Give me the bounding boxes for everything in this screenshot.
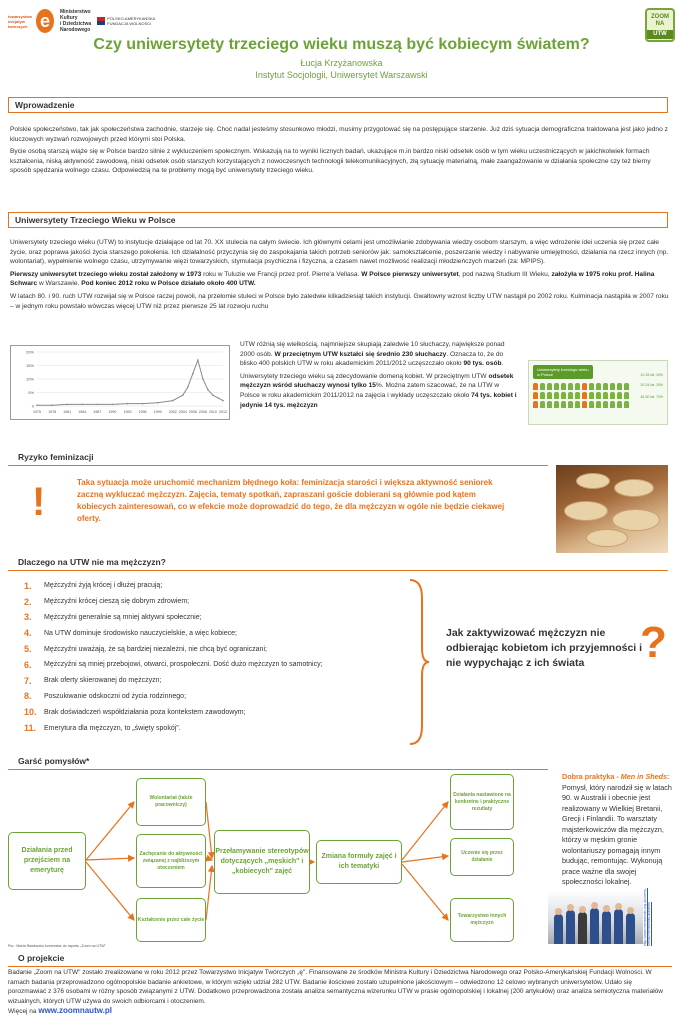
y-tick-label: 0	[31, 403, 34, 409]
men-in-sheds-photo	[548, 890, 643, 944]
section-feminization-heading: Ryzyko feminizacji	[18, 452, 94, 462]
x-tick-label: 2010	[208, 410, 217, 414]
list-item: 10. Brak doświadczeń współdziałania poza kontekstem zawodowym;	[24, 707, 246, 718]
divider	[8, 570, 668, 571]
person-icon	[561, 401, 566, 408]
person-icon	[533, 401, 538, 408]
person-icon	[568, 392, 573, 399]
section-intro-heading: Wprowadzenie	[8, 97, 668, 113]
curly-brace	[408, 578, 430, 746]
person-icon	[589, 383, 594, 390]
institution: Instytut Socjologii, Uniwersytet Warszawski	[255, 70, 428, 80]
utw-paragraph: Uniwersytety trzeciego wieku są zdecydowanie domeną kobiet. W przeciętnym UTW odsetek mężczyzn wśród słuchaczy wynosi tylko 15%. Można zatem szacować, że na UTW w Polsce w roku akademickim 2011/2012 na zajęcia i wykłady uczęszczało około 74 tys. kobiet i jedynie 14 tys. mężczyzn	[240, 372, 517, 409]
person-icon	[540, 392, 545, 399]
zoomnautw-link[interactable]: www.zoomnautw.pl	[38, 1006, 112, 1016]
list-item: 4. Na UTW dominuje środowisko nauczycielskie, a więc kobiece;	[24, 628, 237, 639]
poster-header	[0, 36, 683, 80]
idea-node-lifelong-learning: Kształcenie przez całe życie	[136, 898, 206, 942]
infographic-label: 20-24 lat: 15%	[640, 383, 663, 387]
x-tick-label: 1996	[138, 410, 147, 414]
person-icon	[610, 392, 615, 399]
person-icon	[540, 383, 545, 390]
utw-stats-text	[240, 340, 518, 413]
y-tick-label: 5%	[28, 390, 34, 395]
list-item: 6. Mężczyźni są mniej przebojowi, otwarci, prospołeczni. Dość dużo mężczyzn to samotnicy;	[24, 659, 323, 670]
person-icon	[617, 401, 622, 408]
person-icon	[589, 392, 594, 399]
ministry-logo: Ministerstwo Kultury i Dziedzictwa Narodowego	[60, 9, 92, 33]
chart-svg	[11, 346, 229, 419]
data-point	[182, 394, 184, 396]
list-item: 11. Emerytura dla mężczyzn, to „święty spokój".	[24, 723, 181, 734]
x-tick-label: 1990	[108, 410, 117, 414]
x-tick-label: 1999	[153, 410, 162, 414]
person-icon	[547, 383, 552, 390]
x-tick-label: 2008	[198, 410, 207, 414]
reasons-list	[24, 578, 404, 736]
divider	[8, 465, 548, 466]
data-point	[51, 404, 53, 406]
infographic-label: 45-50 lat: 70%	[640, 395, 663, 399]
list-item: 5. Mężczyźni uważają, że są bardziej niezależni, nie chcą być ograniczani;	[24, 644, 267, 655]
person-icon	[582, 383, 587, 390]
series-line	[37, 360, 223, 405]
person-icon	[596, 392, 601, 399]
person-icon	[610, 383, 615, 390]
person-icon	[596, 401, 601, 408]
good-practice	[562, 772, 672, 888]
x-tick-label: 1987	[93, 410, 102, 414]
x-tick-label: 1981	[63, 410, 72, 414]
data-point	[207, 389, 209, 391]
data-point	[142, 403, 144, 405]
infographic-label: 10-15 lat: 15%	[640, 373, 663, 377]
data-point	[81, 404, 83, 406]
person-icon	[617, 392, 622, 399]
gender-infographic	[528, 360, 668, 425]
data-point	[36, 404, 38, 406]
x-tick-label: 2006	[188, 410, 197, 414]
person-icon	[547, 401, 552, 408]
person-icon	[603, 383, 608, 390]
intro-paragraph: Polskie społeczeństwo, tak jak społeczeństwa zachodnie, starzeje się. Choć nadal jesteśmy stosunkowo młodzi, musimy przygotować się na postępujące starzenie. Już dziś sytuacja demograficzna traktowana jest jako jedno z kluczowych wyzwań rozwojowych przed którymi stoi Polska.	[10, 126, 668, 143]
x-tick-label: 1975	[33, 410, 41, 414]
person-icon	[533, 383, 538, 390]
divider	[8, 966, 672, 967]
data-point	[192, 373, 194, 375]
feminization-warning: Taka sytuacja może uruchomić mechanizm błędnego koła: feminizacja starości i większa aktywność seniorek zaczną wykluczać mężczyzn. Zajęcia, tematy spotkań, zapraszani goście dobierani są głównie pod kątem kobiecych zainteresowań, co w efekcie może doprowadzić do tego, że dla mężczyzn w ogóle nie będzie ciekawej oferty.	[77, 478, 505, 523]
x-tick-label: 1993	[123, 410, 132, 414]
y-tick-label: 15%	[25, 363, 34, 368]
list-item: 7. Brak oferty skierowanej do mężczyzn;	[24, 675, 162, 686]
person-icon	[554, 392, 559, 399]
section-why-heading: Dlaczego na UTW nie ma mężczyzn?	[18, 557, 166, 567]
intro-text	[10, 125, 672, 179]
person-icon	[575, 392, 580, 399]
idea-node-formula: Zmiana formuły zajęć i ich tematyki	[316, 840, 402, 884]
y-tick-label: 20%	[25, 349, 34, 355]
data-point	[66, 404, 68, 406]
idea-node-pre-retirement: Działania przed przejściem na emeryturę	[8, 832, 86, 890]
section-utw-heading: Uniwersytety Trzeciego Wieku w Polsce	[8, 212, 668, 228]
ideas-diagram	[0, 770, 540, 945]
infographic-title: Uniwersytety trzeciego wieku w Polsce	[533, 365, 593, 379]
person-icon	[603, 392, 608, 399]
utw-paragraph: Pierwszy uniwersytet trzeciego wieku został założony w 1973 roku w Tuluzie we Francji przez prof. Pierre'a Vellasa. W Polsce pierwszy uniwersytet, pod nazwą Studium III Wieku, założyła w 1975 roku prof. Halina Schwarc w Warszawie. Pod koniec 2012 roku w Polsce działało około 400 UTW.	[10, 270, 655, 288]
list-item: 1. Mężczyźni żyją krócej i dłużej pracują;	[24, 580, 163, 591]
data-point	[197, 359, 199, 361]
person-icon	[610, 401, 615, 408]
data-point	[212, 394, 214, 396]
person-icon	[617, 383, 622, 390]
idea-node-practical-results: Działania nastawione na konkretne i praktyczne rezultaty	[450, 774, 514, 830]
data-point	[187, 386, 189, 388]
men-in-sheds-link[interactable]: http://www.menssheds.org.uk/mens-sheds/menssheds-activities	[643, 888, 651, 946]
y-tick-label: 10%	[25, 376, 34, 382]
utw-text	[10, 238, 672, 314]
activation-question: Jak zaktywizować mężczyzn nie odbierając kobietom ich przyjemności i nie wypychając z ich świata	[446, 627, 643, 669]
source-note: Por.: Marta Rawłuszko komentarz do raportu „Zoom na UTW"	[8, 944, 106, 948]
x-tick-label: 1984	[78, 410, 87, 414]
person-icon	[582, 392, 587, 399]
x-tick-label: 2004	[178, 410, 187, 414]
exclamation-icon: !	[32, 480, 46, 524]
person-icon	[603, 401, 608, 408]
utw-paragraph: W latach 80. i 90. ruch UTW rozwijał się w Polsce raczej powoli, na przełomie stuleci w Polsce było zaledwie kilkadziesiąt takich instytucji. Gwałtowny wzrost liczby UTW nastąpił po 2002 roku. Kulminacja nastąpiła w 2007 roku – w jednym roku powstało wówczas więcej UTW niż przez pierwsze 25 lat rozwoju ruchu	[10, 292, 669, 310]
list-item: 8. Poszukiwanie odskoczni od życia rodzinnego;	[24, 691, 187, 702]
question-mark-icon: ?	[640, 618, 667, 667]
person-icon	[568, 401, 573, 408]
zoom-na-utw-logo: ZOOM NA UTW	[645, 8, 675, 42]
person-icon	[575, 401, 580, 408]
poster-title: Czy uniwersytety trzeciego wieku muszą być kobiecym światem?	[93, 36, 590, 53]
data-point	[127, 403, 129, 405]
utw-paragraph: UTW różnią się wielkością, najmniejsze skupiają zaledwie 10 słuchaczy, największe ponad 2000 osób. W przeciętnym UTW kształci się średnio 230 słuchaczy. Oznacza to, że do blisko 400 polskich UTW w roku akademickim 2011/2012 uczęszczało około 90 tys. osób.	[240, 341, 505, 368]
idea-node-volunteering: Wolontariat (także pracowniczy)	[136, 778, 206, 826]
person-icon	[533, 392, 538, 399]
good-practice-label: Dobra praktyka - Men in Sheds:	[562, 772, 670, 781]
hats-photo	[556, 465, 668, 553]
good-practice-text: Pomysł, który narodził się w latach 90. w Australii i obecnie jest realizowany w Wielkiej Bretanii, Grecji i Finlandii. To warsztaty majsterkowiczów dla mężczyzn, którzy w męskim gronie wolontariuszy pomagają innym budując, remontując. Wykonują prace ważne dla swojej społeczności lokalnej.	[562, 782, 672, 886]
data-point	[222, 400, 224, 402]
person-icon	[554, 401, 559, 408]
utw-growth-chart	[10, 345, 230, 420]
data-point	[217, 397, 219, 399]
person-icon	[561, 392, 566, 399]
paf-logo: POLSKO-AMERYKAŃSKA FUNDACJA WOLNOŚCI	[97, 16, 155, 26]
person-icon	[547, 392, 552, 399]
list-item: 2. Mężczyźni krócej cieszą się dobrym zdrowiem;	[24, 596, 190, 607]
data-point	[112, 404, 114, 406]
x-tick-label: 1978	[48, 410, 57, 414]
person-icon	[540, 401, 545, 408]
person-icon	[561, 383, 566, 390]
person-icon	[624, 392, 629, 399]
inicjatywy-logo: towarzystwo inicjatyw twórczych	[8, 13, 33, 29]
logo-bar	[8, 6, 155, 36]
author: Łucja Krzyżanowska	[300, 58, 383, 68]
idea-node-learning-by-doing: Uczenie się przez działanie	[450, 838, 514, 876]
utw-paragraph: Uniwersytety trzeciego wieku (UTW) to instytucje działające od lat 70. XX stulecia na całym świecie. Ich głównymi celami jest umożliwianie zdobywania wiedzy osobom starszym, a więc wdrożenie idei uczenia się przez całe życie, oraz poprawa jakości życia starszego pokolenia. Ich działalność przyczynia się do zaspokajania takich potrzeb seniorów jak: samokształcenie, poszerzanie wiedzy i nabywanie umiejętności, działania na rzecz innych (np. wolontariat), wypełnienie wolnego czasu, utrzymywanie więzi towarzyskich, stymulacja psychiczna i fizyczna, a czasem nawet możliwość realizacji młodzieńczych marzeń (za: MPIPS).	[10, 239, 669, 266]
idea-node-local-activity: Zachęcanie do aktywności związanej z najbliższym otoczeniem	[136, 834, 206, 888]
data-point	[97, 404, 99, 406]
flag-icon	[97, 17, 105, 25]
person-icon	[575, 383, 580, 390]
person-icon	[554, 383, 559, 390]
x-tick-label: 2002	[168, 410, 177, 414]
list-item: 3. Mężczyźni generalnie są mniej aktywni społecznie;	[24, 612, 202, 623]
section-project-heading: O projekcie	[18, 953, 65, 963]
x-tick-label: 2012	[219, 410, 227, 414]
data-point	[157, 402, 159, 404]
person-icon	[589, 401, 594, 408]
idea-node-stereotypes: Przełamywanie stereotypów dotyczących „męskich" i „kobiecych" zajęć	[214, 830, 310, 894]
idea-node-men-company: Towarzystwo innych mężczyzn	[450, 898, 514, 942]
person-icon	[582, 401, 587, 408]
data-point	[172, 400, 174, 402]
person-icon	[624, 401, 629, 408]
data-point	[202, 378, 204, 380]
person-icon	[596, 383, 601, 390]
section-ideas-heading: Garść pomysłów*	[18, 756, 90, 766]
person-icon	[624, 383, 629, 390]
project-text: Badanie „Zoom na UTW" zostało zrealizowane w roku 2012 przez Towarzystwo Inicjatyw Twórczych „ę". Finansowane ze środków Ministra Kultury i Dziedzictwa Narodowego oraz Polsko-Amerykańskiej Fundacji Wolności. W ramach badania przeprowadzono ogólnopolskie badanie ankietowe, w którym wzięło udział 282 UTW. Badanie ilościowe zostało uzupełnione jakościowym – odwiedzono 12 celowo wybranych uniwersytetów. Udało się porozmawiać z 376 osobami w różny sposób związanymi z UTW. Dodatkowo przeprowadzona została analiza semantyczna wizerunku UTW w prasie ogólnopolskiej i lokalnej (200 artykułów) oraz analiza semiotyczna materiałów wizualnych, których UTW używa do swoich odbiorcami i otoczeniem. Więcej na www.zoomnautw.pl	[8, 969, 663, 1016]
person-icon	[568, 383, 573, 390]
e-logo: e	[36, 9, 54, 33]
intro-paragraph: Bycie osobą starszą wiąże się w Polsce bardzo silnie z wykluczeniem społecznym. Wskazują na to wyniki licznych badań, ukazujące m.in bardzo niski odsetek osób w tym wieku uczestniczących w jakichkolwiek formach kształcenia, niską aktywność zawodową, niski odsetek osób starszych korzystających z nowoczesnych technologii telekomunikacyjnych, złą sytuację materialną, małe zaangażowanie w działania społeczne czy też bierny sposób spędzania wolnego czasu. Odpowiedzią na te problemy mogą być uniwersytety trzeciego wieku.	[10, 148, 651, 175]
